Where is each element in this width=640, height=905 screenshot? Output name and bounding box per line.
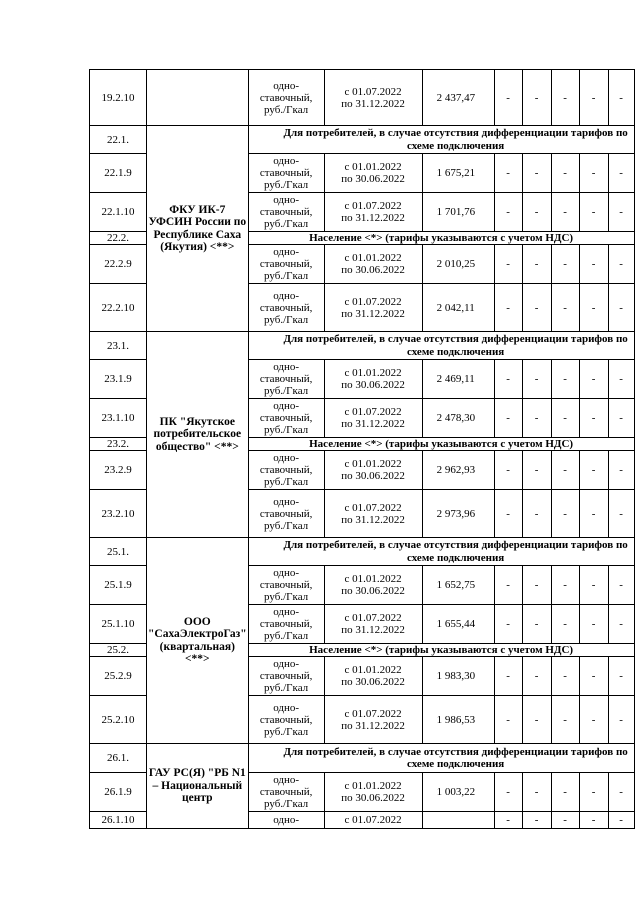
empty-value-dash: -: [608, 566, 634, 605]
row-number: 25.2.: [90, 644, 147, 657]
row-number: 22.1.10: [90, 193, 147, 232]
row-number: 23.2.: [90, 438, 147, 451]
empty-value-dash: -: [608, 360, 634, 399]
tariff-value: 2 010,25: [422, 245, 494, 284]
empty-value-dash: -: [551, 812, 579, 829]
empty-value-dash: -: [579, 657, 608, 696]
period-from: с 01.07.2022: [344, 295, 402, 308]
row-number: 22.2.10: [90, 284, 147, 332]
empty-value-dash: -: [522, 773, 551, 812]
empty-value-dash: -: [579, 451, 608, 490]
period-from: с 01.07.2022: [344, 85, 402, 98]
population-heading: Население <*> (тарифы указываются с учетом НДС): [248, 438, 634, 451]
empty-value-dash: -: [608, 490, 634, 538]
empty-value-dash: -: [551, 566, 579, 605]
consumer-group-heading: Для потребителей, в случае отсутствия дифференциации тарифов по схеме подключения: [248, 332, 634, 360]
empty-value-dash: -: [579, 696, 608, 744]
empty-value-dash: -: [579, 245, 608, 284]
period-from: с 01.01.2022: [344, 664, 402, 676]
row-number: 26.1.9: [90, 773, 147, 812]
period-from: с 01.07.2022: [344, 501, 402, 514]
empty-value-dash: -: [551, 657, 579, 696]
period-from: с 01.01.2022: [344, 252, 402, 264]
row-number: 25.2.9: [90, 657, 147, 696]
empty-value-dash: -: [551, 284, 579, 332]
empty-value-dash: -: [551, 70, 579, 126]
tariff-value: 1 986,53: [422, 696, 494, 744]
empty-value-dash: -: [522, 812, 551, 829]
tariff-period: [324, 399, 422, 438]
tariff-value: [422, 812, 494, 829]
tariff-type: одно-ставочный, руб./Гкал: [248, 399, 324, 438]
table-row: [90, 332, 635, 360]
table-row: [90, 126, 635, 154]
tariff-type: одно-ставочный, руб./Гкал: [248, 70, 324, 126]
row-number: 26.1.: [90, 744, 147, 773]
row-number: 23.1.10: [90, 399, 147, 438]
tariff-type: одно-ставочный, руб./Гкал: [248, 154, 324, 193]
tariff-value: 1 652,75: [422, 566, 494, 605]
tariff-table: [89, 69, 635, 829]
population-heading: Население <*> (тарифы указываются с учетом НДС): [248, 232, 634, 245]
empty-value-dash: -: [579, 154, 608, 193]
empty-value-dash: -: [579, 490, 608, 538]
tariff-period: [324, 696, 422, 744]
tariff-type: одно-ставочный, руб./Гкал: [248, 193, 324, 232]
tariff-type: одно-: [248, 812, 324, 829]
consumer-group-heading: Для потребителей, в случае отсутствия дифференциации тарифов по схеме подключения: [248, 126, 634, 154]
row-number: 23.2.10: [90, 490, 147, 538]
tariff-type: одно-ставочный, руб./Гкал: [248, 284, 324, 332]
tariff-value: 2 973,96: [422, 490, 494, 538]
row-number: 19.2.10: [90, 70, 147, 126]
empty-value-dash: -: [551, 773, 579, 812]
consumer-group-heading: Для потребителей, в случае отсутствия дифференциации тарифов по схеме подключения: [248, 538, 634, 566]
period-to: по 31.12.2022: [341, 418, 405, 430]
empty-value-dash: -: [608, 70, 634, 126]
empty-value-dash: -: [494, 245, 522, 284]
row-number: 23.2.9: [90, 451, 147, 490]
tariff-value: 2 478,30: [422, 399, 494, 438]
row-number: 22.1.: [90, 126, 147, 154]
period-from: с 01.01.2022: [344, 458, 402, 470]
empty-value-dash: -: [494, 812, 522, 829]
empty-value-dash: -: [522, 490, 551, 538]
empty-value-dash: -: [579, 70, 608, 126]
org-cell-empty: [147, 70, 249, 126]
tariff-period: [324, 284, 422, 332]
empty-value-dash: -: [551, 154, 579, 193]
empty-value-dash: -: [494, 193, 522, 232]
population-heading: Население <*> (тарифы указываются с учетом НДС): [248, 644, 634, 657]
row-number: 23.1.: [90, 332, 147, 360]
empty-value-dash: -: [494, 284, 522, 332]
empty-value-dash: -: [522, 70, 551, 126]
tariff-type: одно-ставочный, руб./Гкал: [248, 245, 324, 284]
tariff-type: одно-ставочный, руб./Гкал: [248, 490, 324, 538]
period-from: с 01.01.2022: [344, 161, 402, 173]
period-from: с 01.07.2022: [344, 612, 402, 624]
period-to: по 31.12.2022: [341, 97, 405, 110]
empty-value-dash: -: [551, 696, 579, 744]
empty-value-dash: -: [522, 657, 551, 696]
tariff-type: одно-ставочный, руб./Гкал: [248, 696, 324, 744]
tariff-period: [324, 773, 422, 812]
tariff-period: [324, 490, 422, 538]
period-from: с 01.07.2022: [344, 200, 402, 212]
empty-value-dash: -: [522, 451, 551, 490]
empty-value-dash: -: [551, 245, 579, 284]
empty-value-dash: -: [608, 245, 634, 284]
row-number: 25.1.: [90, 538, 147, 566]
row-number: 25.1.10: [90, 605, 147, 644]
period-from: с 01.01.2022: [344, 367, 402, 379]
tariff-value: 2 962,93: [422, 451, 494, 490]
empty-value-dash: -: [522, 154, 551, 193]
period-from: с 01.01.2022: [344, 573, 402, 585]
empty-value-dash: -: [551, 605, 579, 644]
empty-value-dash: -: [494, 70, 522, 126]
tariff-type: одно-ставочный, руб./Гкал: [248, 451, 324, 490]
tariff-period: [324, 360, 422, 399]
tariff-value: 1 701,76: [422, 193, 494, 232]
tariff-period: [324, 451, 422, 490]
tariff-value: 1 655,44: [422, 605, 494, 644]
empty-value-dash: -: [494, 657, 522, 696]
period-to: по 31.12.2022: [341, 212, 405, 224]
tariff-type: одно-ставочный, руб./Гкал: [248, 360, 324, 399]
tariff-type: одно-ставочный, руб./Гкал: [248, 566, 324, 605]
tariff-value: 2 437,47: [422, 70, 494, 126]
row-number: 22.2.: [90, 232, 147, 245]
row-number: 25.1.9: [90, 566, 147, 605]
row-number: 22.2.9: [90, 245, 147, 284]
empty-value-dash: -: [494, 605, 522, 644]
period-to: по 30.06.2022: [341, 470, 405, 482]
table-row: [90, 538, 635, 566]
empty-value-dash: -: [579, 360, 608, 399]
empty-value-dash: -: [608, 696, 634, 744]
empty-value-dash: -: [608, 773, 634, 812]
period-to: по 30.06.2022: [341, 264, 405, 276]
empty-value-dash: -: [579, 566, 608, 605]
tariff-type: одно-ставочный, руб./Гкал: [248, 773, 324, 812]
tariff-table-body: [90, 70, 635, 829]
period-to: по 30.06.2022: [341, 585, 405, 597]
empty-value-dash: -: [551, 451, 579, 490]
tariff-type: одно-ставочный, руб./Гкал: [248, 605, 324, 644]
tariff-value: 2 469,11: [422, 360, 494, 399]
period-from: с 01.07.2022: [344, 406, 402, 418]
empty-value-dash: -: [608, 193, 634, 232]
period-from: с 01.07.2022: [344, 814, 402, 826]
empty-value-dash: -: [551, 490, 579, 538]
table-row: [90, 744, 635, 773]
tariff-type: одно-ставочный, руб./Гкал: [248, 657, 324, 696]
tariff-period: [324, 605, 422, 644]
empty-value-dash: -: [579, 812, 608, 829]
tariff-value: 1 983,30: [422, 657, 494, 696]
empty-value-dash: -: [494, 399, 522, 438]
empty-value-dash: -: [579, 193, 608, 232]
empty-value-dash: -: [494, 490, 522, 538]
empty-value-dash: -: [551, 193, 579, 232]
empty-value-dash: -: [608, 605, 634, 644]
period-from: с 01.01.2022: [344, 780, 402, 792]
empty-value-dash: -: [579, 605, 608, 644]
tariff-period: [324, 812, 422, 829]
empty-value-dash: -: [494, 451, 522, 490]
empty-value-dash: -: [551, 360, 579, 399]
empty-value-dash: -: [494, 773, 522, 812]
empty-value-dash: -: [494, 360, 522, 399]
empty-value-dash: -: [608, 154, 634, 193]
org-fku-ik7: ФКУ ИК-7 УФСИН России по Республике Саха (Якутия) <**>: [147, 126, 249, 332]
empty-value-dash: -: [522, 360, 551, 399]
empty-value-dash: -: [608, 657, 634, 696]
org-gau-rb1: ГАУ РС(Я) "РБ N1 – Национальный центр: [147, 744, 249, 829]
empty-value-dash: -: [608, 812, 634, 829]
tariff-period: [324, 70, 422, 126]
period-to: по 30.06.2022: [341, 792, 405, 804]
empty-value-dash: -: [579, 399, 608, 438]
tariff-value: 1 003,22: [422, 773, 494, 812]
empty-value-dash: -: [608, 284, 634, 332]
tariff-period: [324, 193, 422, 232]
row-number: 23.1.9: [90, 360, 147, 399]
empty-value-dash: -: [551, 399, 579, 438]
table-row: [90, 70, 635, 126]
period-to: по 30.06.2022: [341, 173, 405, 185]
period-from: с 01.07.2022: [344, 707, 402, 720]
row-number: 22.1.9: [90, 154, 147, 193]
empty-value-dash: -: [522, 605, 551, 644]
row-number: 26.1.10: [90, 812, 147, 829]
tariff-period: [324, 154, 422, 193]
empty-value-dash: -: [608, 451, 634, 490]
period-to: по 30.06.2022: [341, 676, 405, 688]
empty-value-dash: -: [579, 773, 608, 812]
row-number: 25.2.10: [90, 696, 147, 744]
empty-value-dash: -: [608, 399, 634, 438]
empty-value-dash: -: [522, 399, 551, 438]
empty-value-dash: -: [494, 696, 522, 744]
tariff-value: 2 042,11: [422, 284, 494, 332]
tariff-value: 1 675,21: [422, 154, 494, 193]
empty-value-dash: -: [494, 154, 522, 193]
empty-value-dash: -: [494, 566, 522, 605]
empty-value-dash: -: [522, 696, 551, 744]
empty-value-dash: -: [522, 245, 551, 284]
org-pk-yakutskoe: ПК "Якутское потребительское общество" <**>: [147, 332, 249, 538]
period-to: по 31.12.2022: [341, 624, 405, 636]
empty-value-dash: -: [522, 193, 551, 232]
period-to: по 31.12.2022: [341, 307, 405, 320]
tariff-period: [324, 566, 422, 605]
empty-value-dash: -: [522, 284, 551, 332]
tariff-period: [324, 245, 422, 284]
tariff-period: [324, 657, 422, 696]
empty-value-dash: -: [579, 284, 608, 332]
period-to: по 31.12.2022: [341, 719, 405, 732]
org-ooo-sakhaelektrogaz: ООО "СахаЭлектроГаз" (квартальная) <**>: [147, 538, 249, 744]
period-to: по 31.12.2022: [341, 513, 405, 526]
consumer-group-heading: Для потребителей, в случае отсутствия дифференциации тарифов по схеме подключения: [248, 744, 634, 773]
period-to: по 30.06.2022: [341, 379, 405, 391]
empty-value-dash: -: [522, 566, 551, 605]
